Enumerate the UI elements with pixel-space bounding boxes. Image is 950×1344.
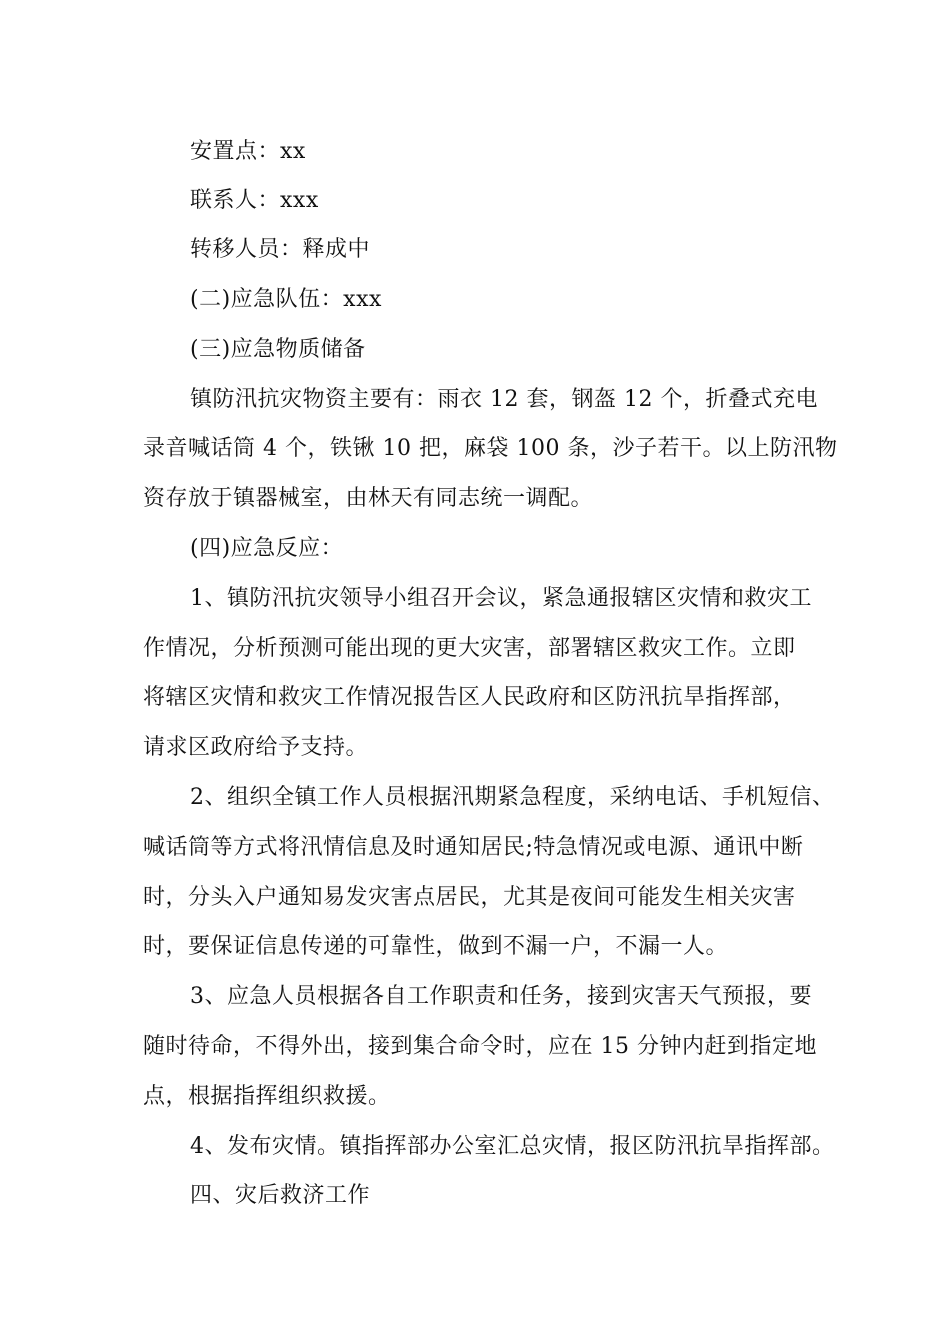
paragraph-line: 3、应急人员根据各自工作职责和任务，接到灾害天气预报，要 bbox=[190, 984, 812, 1009]
paragraph-line: 随时待命，不得外出，接到集合命令时，应在 15 分钟内赶到指定地 bbox=[143, 1034, 817, 1059]
paragraph-line: 时，分头入户通知易发灾害点居民，尤其是夜间可能发生相关灾害 bbox=[143, 885, 796, 910]
paragraph-line: 资存放于镇器械室，由林天有同志统一调配。 bbox=[143, 486, 594, 511]
paragraph-line: 作情况，分析预测可能出现的更大灾害，部署辖区救灾工作。立即 bbox=[143, 636, 796, 661]
paragraph-line: 联系人：xxx bbox=[190, 188, 319, 213]
paragraph-line: 4、发布灾情。镇指挥部办公室汇总灾情，报区防汛抗旱指挥部。 bbox=[190, 1134, 835, 1159]
paragraph-line: 点，根据指挥组织救援。 bbox=[143, 1084, 391, 1109]
section-heading: (二)应急队伍：xxx bbox=[190, 287, 382, 312]
paragraph-line: 时，要保证信息传递的可靠性，做到不漏一户，不漏一人。 bbox=[143, 934, 729, 959]
paragraph-line: 镇防汛抗灾物资主要有：雨衣 12 套，钢盔 12 个，折叠式充电 bbox=[190, 387, 818, 412]
section-heading: 四、灾后救济工作 bbox=[190, 1183, 371, 1208]
paragraph-line: 喊话筒等方式将汛情信息及时通知居民;特急情况或电源、通讯中断 bbox=[143, 835, 804, 860]
paragraph-line: 录音喊话筒 4 个，铁锹 10 把，麻袋 100 条，沙子若干。以上防汛物 bbox=[143, 436, 838, 461]
paragraph-line: 安置点：xx bbox=[190, 139, 306, 164]
paragraph-line: 2、组织全镇工作人员根据汛期紧急程度，采纳电话、手机短信、 bbox=[190, 785, 835, 810]
paragraph-line: 转移人员：释成中 bbox=[190, 237, 371, 262]
paragraph-line: 请求区政府给予支持。 bbox=[143, 735, 369, 760]
paragraph-line: 1、镇防汛抗灾领导小组召开会议，紧急通报辖区灾情和救灾工 bbox=[190, 586, 812, 611]
section-heading: (四)应急反应： bbox=[190, 536, 344, 561]
paragraph-line: 将辖区灾情和救灾工作情况报告区人民政府和区防汛抗旱指挥部， bbox=[143, 685, 796, 710]
section-heading: (三)应急物质储备 bbox=[190, 337, 366, 362]
